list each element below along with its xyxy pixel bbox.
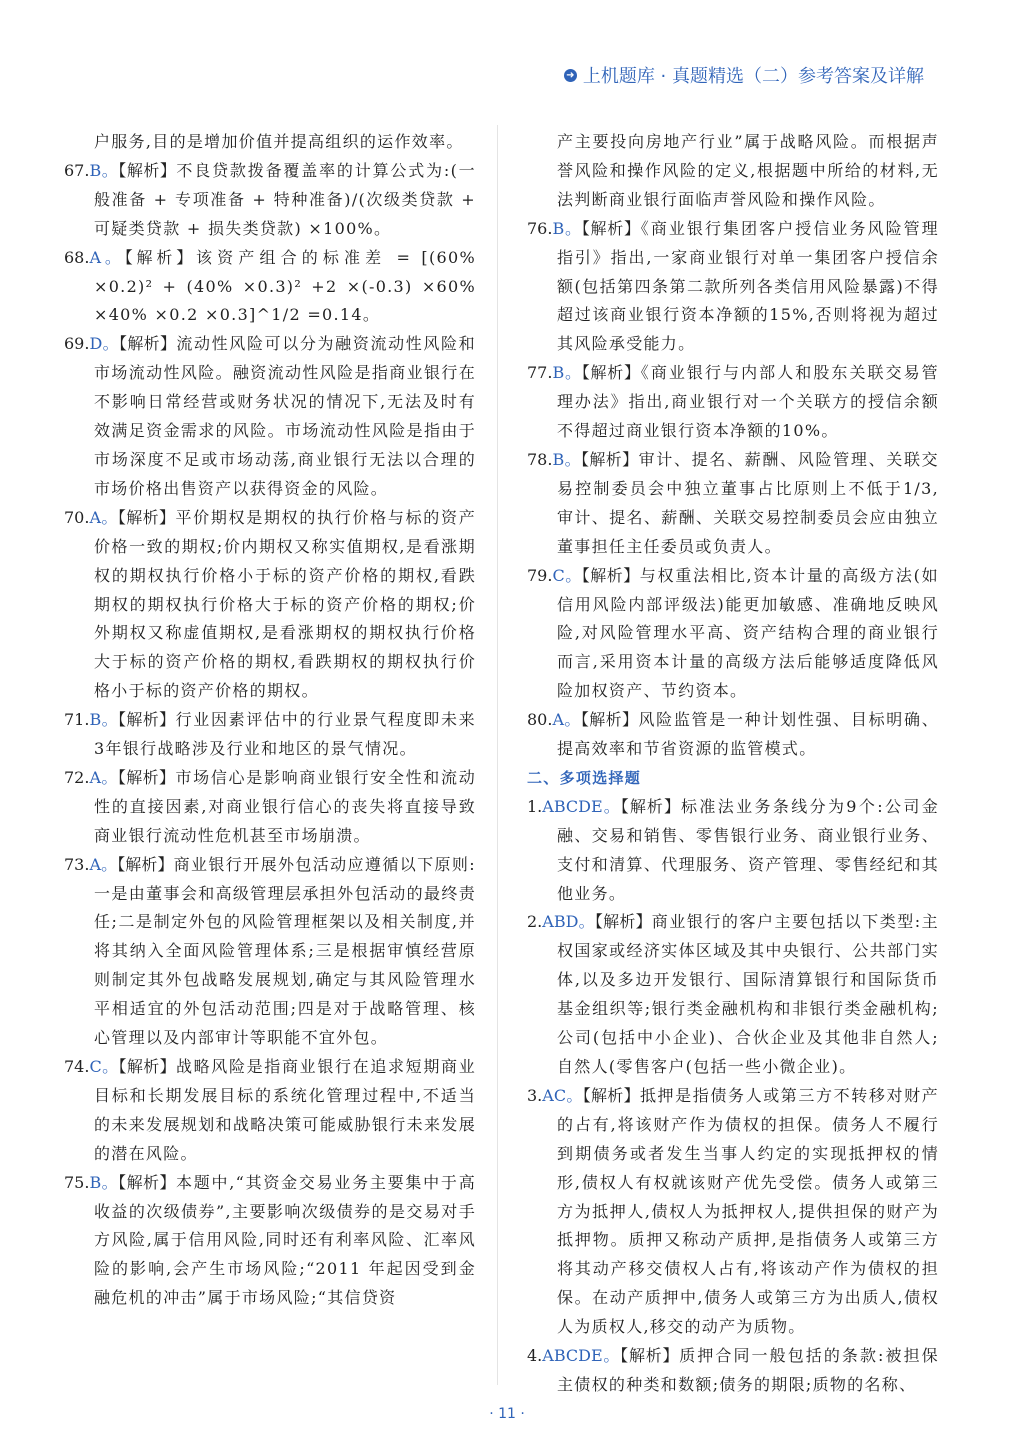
answer-list (527, 215, 939, 764)
analysis-text: 审计、提名、薪酬、风险管理、关联交易控制委员会中独立董事占比原则上不低于1/3,审计、提名、薪酬、关联交易控制委员会应由独立董事担任主任委员或负责人。 (557, 449, 939, 556)
arrow-circle-right-icon: ➜ (564, 69, 577, 82)
answer-entry (527, 215, 939, 360)
question-number: 4. (527, 1346, 543, 1366)
answer-entry (64, 706, 476, 764)
analysis-tag: 【解析】 (118, 1057, 176, 1076)
answer-choice: A。 (89, 507, 118, 527)
analysis-text: 本题中,“其资金交易业务主要集中于高收益的次级债券”,主要影响次级债券的是交易对手方风险,属于信用风险,同时还有利率风险、汇率风险的影响,会产生市场风险;“2011 年起因受到金融危机的冲击”属于市场风险;“其信贷资 (94, 1172, 476, 1308)
analysis-tag: 【解析】 (582, 1085, 640, 1105)
answer-entry (527, 359, 939, 446)
analysis-text: 风险监管是一种计划性强、目标明确、提高效率和节省资源的监管模式。 (557, 710, 939, 759)
question-number: 74. (64, 1057, 90, 1076)
question-number: 76. (527, 218, 553, 238)
answer-choice: C。 (89, 1057, 119, 1076)
answer-entry (527, 562, 939, 707)
left-column (64, 128, 476, 1313)
answer-entry (64, 764, 476, 851)
analysis-tag: 【解析】 (580, 710, 639, 730)
analysis-tag: 【解析】 (594, 912, 652, 932)
answer-choice: D。 (89, 334, 119, 354)
continuation-text: 户服务,目的是增加价值并提高组织的运作效率。 (94, 132, 464, 151)
analysis-tag: 【解析】 (581, 218, 641, 238)
question-number: 72. (64, 767, 90, 787)
question-number: 77. (527, 363, 553, 383)
answer-choice: B。 (552, 449, 581, 469)
question-number: 1. (527, 796, 543, 816)
analysis-tag: 【解析】 (117, 507, 176, 527)
answer-entry (64, 157, 476, 244)
answer-entry (64, 330, 476, 503)
column-divider (497, 125, 498, 1385)
analysis-text: 商业银行开展外包活动应遵循以下原则:一是由董事会和高级管理层承担外包活动的最终责任;二是制定外包的风险管理框架以及相关制度,并将其纳入全面风险管理体系;三是根据审慎经营原则制定其外包战略发展规划,确定与其风险管理水平相适宜的外包活动范围;四是对于战略管理、核心管理以及内部审计等职能不宜外包。 (94, 854, 476, 1048)
answer-entry (64, 851, 476, 1053)
question-number: 80. (527, 710, 553, 730)
analysis-text: 行业因素评估中的行业景气程度即未来3年银行战略涉及行业和地区的景气情况。 (94, 710, 476, 759)
section-title: 二、多项选择题 (527, 768, 642, 787)
page-number: · 11 · (489, 1406, 525, 1422)
analysis-tag: 【解析】 (118, 710, 176, 730)
analysis-text: 与权重法相比,资本计量的高级方法(如信用风险内部评级法)能更加敏感、准确地反映风险,对风险管理水平高、资产结构合理的商业银行而言,采用资本计量的高级方法后能够适度降低风险加权资产、节约资本。 (557, 565, 939, 701)
analysis-text: 《商业银行与内部人和股东关联交易管理办法》指出,商业银行对一个关联方的授信余额不得超过商业银行资本净额的10%。 (557, 363, 939, 441)
right-column (527, 128, 939, 1400)
answer-entry (527, 908, 939, 1081)
question-number: 73. (64, 854, 90, 874)
answer-choice: B。 (89, 710, 118, 730)
question-number: 70. (64, 507, 90, 527)
answer-entry (527, 446, 939, 562)
answer-choice: A。 (89, 854, 118, 874)
question-number: 78. (527, 449, 553, 469)
answer-choice: ABCDE。 (542, 796, 621, 816)
analysis-text: 战略风险是指商业银行在追求短期商业目标和长期发展目标的系统化管理过程中,不适当的未来发展规划和战略决策可能威胁银行未来发展的潜在风险。 (94, 1057, 476, 1163)
answer-choice: A。 (89, 767, 118, 787)
analysis-tag: 【解析】 (620, 1346, 680, 1366)
analysis-text: 标准法业务条线分为9个:公司金融、交易和销售、零售银行业务、商业银行业务、支付和清算、代理服务、资产管理、零售经纪和其他业务。 (557, 796, 939, 903)
header-title: 上机题库 · 真题精选（二）参考答案及详解 (582, 66, 924, 87)
analysis-text: 不良贷款拨备覆盖率的计算公式为:(一般准备 + 专项准备 + 特种准备)/(次级类贷款 + 可疑类贷款 + 损失类贷款) ×100%。 (94, 160, 476, 238)
question-number: 68. (64, 247, 90, 267)
analysis-tag: 【解析】 (118, 160, 177, 180)
answer-choice: AC。 (542, 1085, 583, 1105)
answer-entry (527, 793, 939, 909)
answer-choice: ABCDE。 (542, 1346, 621, 1366)
continuation-text: 产主要投向房地产行业”属于战略风险。而根据声誉风险和操作风险的定义,根据题中所给的材料,无法判断商业银行面临声誉风险和操作风险。 (557, 132, 939, 209)
answer-choice: A。 (552, 710, 581, 730)
analysis-text: 流动性风险可以分为融资流动性风险和市场流动性风险。融资流动性风险是指商业银行在不影响日常经营或财务状况的情况下,无法及时有效满足资金需求的风险。市场流动性风险是指由于市场深度不足或市场动荡,商业银行无法以合理的市场价格出售资产以获得资金的风险。 (94, 334, 476, 498)
analysis-tag: 【解析】 (118, 334, 177, 354)
multi-answer-list (527, 793, 939, 1400)
analysis-text: 商业银行的客户主要包括以下类型:主权国家或经济实体区域及其中央银行、公共部门实体,以及多边开发银行、国际清算银行和国际货币基金组织等;银行类金融机构和非银行类金融机构;公司(包括中小企业)、合伙企业及其他非自然人;自然人(零售客户(包括一些小微企业)。 (557, 912, 939, 1076)
answer-entry (527, 706, 939, 764)
analysis-tag: 【解析】 (581, 449, 639, 469)
answer-choice: ABD。 (542, 912, 595, 932)
analysis-text: 抵押是指债务人或第三方不转移对财产的占有,将该财产作为债权的担保。债务人不履行到期债务或者发生当事人约定的实现抵押权的情形,债权人有权就该财产优先受偿。债务人或第三方为抵押人,债权人为抵押权人,提供担保的财产为抵押物。质押又称动产质押,是指债务人或第三方将其动产移交债权人占有,将该动产作为债权的担保。在动产质押中,债务人或第三方为出质人,债权人为质权人,移交的动产为质物。 (557, 1085, 939, 1337)
question-number: 71. (64, 710, 90, 730)
running-header (564, 62, 924, 88)
answer-entry (527, 1342, 939, 1400)
analysis-text: 市场信心是影响商业银行安全性和流动性的直接因素,对商业银行信心的丧失将直接导致商业银行流动性危机甚至市场崩溃。 (94, 767, 476, 845)
analysis-tag: 【解析】 (118, 1172, 176, 1192)
analysis-text: 平价期权是期权的执行价格与标的资产价格一致的期权;价内期权又称实值期权,是看涨期权的期权执行价格小于标的资产价格的期权,看跌期权的期权执行价格大于标的资产价格的期权;价外期权又称虚值期权,是看涨期权的期权执行价格大于标的资产价格的期权,看跌期权的期权执行价格小于标的资产价格的期权。 (94, 507, 476, 701)
analysis-tag: 【解析】 (581, 565, 640, 585)
question-number: 79. (527, 565, 553, 585)
analysis-tag: 【解析】 (620, 796, 682, 816)
answer-entry (527, 1082, 939, 1342)
question-number: 75. (64, 1172, 90, 1192)
analysis-tag: 【解析】 (124, 247, 197, 267)
analysis-tag: 【解析】 (117, 854, 174, 874)
answer-choice: A。 (89, 247, 125, 267)
question-number: 67. (64, 160, 90, 180)
answer-entry (64, 1053, 476, 1169)
answer-entry (64, 504, 476, 706)
answer-choice: B。 (552, 218, 582, 238)
answer-choice: B。 (89, 160, 119, 180)
analysis-tag: 【解析】 (117, 767, 176, 787)
analysis-tag: 【解析】 (581, 363, 641, 383)
question-number: 2. (527, 912, 543, 932)
question-number: 69. (64, 334, 90, 354)
analysis-text: 该资产组合的标准差 = [(60% ×0.2)² + (40% ×0.3)² +2 ×(-0.3) ×60% ×40% ×0.2 ×0.3]^1/2 =0.14。 (94, 247, 476, 325)
analysis-text: 质押合同一般包括的条款:被担保主债权的种类和数额;债务的期限;质物的名称、 (557, 1346, 939, 1394)
answer-list (64, 157, 476, 1313)
answer-entry (64, 244, 476, 331)
answer-choice: B。 (552, 363, 582, 383)
analysis-text: 《商业银行集团客户授信业务风险管理指引》指出,一家商业银行对单一集团客户授信余额(包括第四条第二款所列各类信用风险暴露)不得超过该商业银行资本净额的15%,否则将视为超过其风险承受能力。 (557, 218, 939, 354)
answer-choice: B。 (89, 1172, 119, 1192)
question-number: 3. (527, 1085, 543, 1105)
answer-choice: C。 (552, 565, 582, 585)
answer-entry (64, 1169, 476, 1314)
